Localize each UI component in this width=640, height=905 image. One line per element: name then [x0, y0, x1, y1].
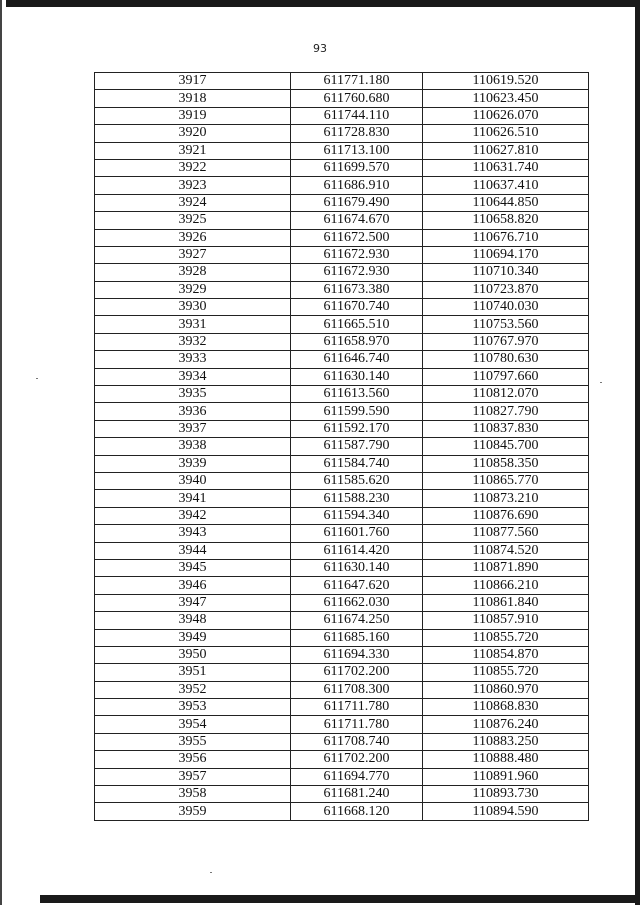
northing-cell: 110871.890 [423, 559, 589, 576]
scan-border-top [6, 0, 636, 7]
point-id-cell: 3934 [95, 368, 291, 385]
table-row [95, 142, 589, 159]
table-row [95, 577, 589, 594]
table-row [95, 264, 589, 281]
point-id-cell: 3940 [95, 472, 291, 489]
table-row [95, 194, 589, 211]
point-id-cell: 3922 [95, 159, 291, 176]
easting-cell: 611672.500 [291, 229, 423, 246]
easting-cell: 611601.760 [291, 525, 423, 542]
easting-cell: 611614.420 [291, 542, 423, 559]
point-id-cell: 3959 [95, 803, 291, 820]
easting-cell: 611702.200 [291, 751, 423, 768]
northing-cell: 110644.850 [423, 194, 589, 211]
northing-cell: 110866.210 [423, 577, 589, 594]
northing-cell: 110631.740 [423, 159, 589, 176]
northing-cell: 110753.560 [423, 316, 589, 333]
table-row [95, 803, 589, 820]
coordinates-table-body [95, 73, 589, 821]
easting-cell: 611685.160 [291, 629, 423, 646]
point-id-cell: 3950 [95, 646, 291, 663]
table-row [95, 177, 589, 194]
table-row [95, 368, 589, 385]
table-row [95, 299, 589, 316]
point-id-cell: 3931 [95, 316, 291, 333]
scan-speck [36, 378, 38, 379]
northing-cell: 110740.030 [423, 299, 589, 316]
northing-cell: 110827.790 [423, 403, 589, 420]
table-row [95, 316, 589, 333]
easting-cell: 611674.250 [291, 612, 423, 629]
easting-cell: 611713.100 [291, 142, 423, 159]
point-id-cell: 3939 [95, 455, 291, 472]
table-row [95, 159, 589, 176]
northing-cell: 110623.450 [423, 90, 589, 107]
easting-cell: 611699.570 [291, 159, 423, 176]
point-id-cell: 3924 [95, 194, 291, 211]
point-id-cell: 3929 [95, 281, 291, 298]
table-row [95, 107, 589, 124]
northing-cell: 110855.720 [423, 664, 589, 681]
point-id-cell: 3949 [95, 629, 291, 646]
northing-cell: 110855.720 [423, 629, 589, 646]
northing-cell: 110873.210 [423, 490, 589, 507]
northing-cell: 110694.170 [423, 246, 589, 263]
easting-cell: 611702.200 [291, 664, 423, 681]
table-row [95, 490, 589, 507]
table-row [95, 333, 589, 350]
scan-border-right [635, 0, 640, 905]
point-id-cell: 3954 [95, 716, 291, 733]
northing-cell: 110883.250 [423, 733, 589, 750]
table-row [95, 542, 589, 559]
point-id-cell: 3932 [95, 333, 291, 350]
point-id-cell: 3946 [95, 577, 291, 594]
northing-cell: 110876.240 [423, 716, 589, 733]
northing-cell: 110723.870 [423, 281, 589, 298]
northing-cell: 110658.820 [423, 212, 589, 229]
point-id-cell: 3942 [95, 507, 291, 524]
table-row [95, 125, 589, 142]
page-number: 93 [313, 42, 327, 55]
easting-cell: 611588.230 [291, 490, 423, 507]
table-row [95, 768, 589, 785]
point-id-cell: 3923 [95, 177, 291, 194]
point-id-cell: 3936 [95, 403, 291, 420]
table-row [95, 90, 589, 107]
table-row [95, 438, 589, 455]
easting-cell: 611694.330 [291, 646, 423, 663]
table-row [95, 629, 589, 646]
table-row [95, 246, 589, 263]
point-id-cell: 3921 [95, 142, 291, 159]
easting-cell: 611630.140 [291, 368, 423, 385]
easting-cell: 611662.030 [291, 594, 423, 611]
easting-cell: 611587.790 [291, 438, 423, 455]
point-id-cell: 3955 [95, 733, 291, 750]
easting-cell: 611646.740 [291, 351, 423, 368]
easting-cell: 611771.180 [291, 73, 423, 90]
table-row [95, 420, 589, 437]
table-row [95, 786, 589, 803]
easting-cell: 611694.770 [291, 768, 423, 785]
easting-cell: 611711.780 [291, 699, 423, 716]
point-id-cell: 3917 [95, 73, 291, 90]
table-row [95, 664, 589, 681]
easting-cell: 611584.740 [291, 455, 423, 472]
northing-cell: 110812.070 [423, 386, 589, 403]
point-id-cell: 3918 [95, 90, 291, 107]
table-row [95, 455, 589, 472]
point-id-cell: 3948 [95, 612, 291, 629]
easting-cell: 611679.490 [291, 194, 423, 211]
northing-cell: 110626.510 [423, 125, 589, 142]
point-id-cell: 3953 [95, 699, 291, 716]
table-row [95, 594, 589, 611]
point-id-cell: 3956 [95, 751, 291, 768]
northing-cell: 110637.410 [423, 177, 589, 194]
northing-cell: 110865.770 [423, 472, 589, 489]
scan-speck [210, 872, 212, 873]
easting-cell: 611708.300 [291, 681, 423, 698]
table-row [95, 351, 589, 368]
point-id-cell: 3937 [95, 420, 291, 437]
easting-cell: 611647.620 [291, 577, 423, 594]
easting-cell: 611673.380 [291, 281, 423, 298]
point-id-cell: 3947 [95, 594, 291, 611]
easting-cell: 611744.110 [291, 107, 423, 124]
scan-border-bottom [40, 895, 640, 903]
easting-cell: 611592.170 [291, 420, 423, 437]
coordinates-table [94, 72, 589, 821]
easting-cell: 611674.670 [291, 212, 423, 229]
northing-cell: 110767.970 [423, 333, 589, 350]
easting-cell: 611760.680 [291, 90, 423, 107]
easting-cell: 611672.930 [291, 246, 423, 263]
point-id-cell: 3945 [95, 559, 291, 576]
northing-cell: 110837.830 [423, 420, 589, 437]
northing-cell: 110857.910 [423, 612, 589, 629]
northing-cell: 110619.520 [423, 73, 589, 90]
easting-cell: 611711.780 [291, 716, 423, 733]
easting-cell: 611599.590 [291, 403, 423, 420]
easting-cell: 611665.510 [291, 316, 423, 333]
northing-cell: 110876.690 [423, 507, 589, 524]
point-id-cell: 3943 [95, 525, 291, 542]
northing-cell: 110858.350 [423, 455, 589, 472]
table-row [95, 646, 589, 663]
northing-cell: 110676.710 [423, 229, 589, 246]
table-row [95, 229, 589, 246]
table-row [95, 525, 589, 542]
northing-cell: 110891.960 [423, 768, 589, 785]
easting-cell: 611668.120 [291, 803, 423, 820]
northing-cell: 110874.520 [423, 542, 589, 559]
easting-cell: 611585.620 [291, 472, 423, 489]
northing-cell: 110854.870 [423, 646, 589, 663]
easting-cell: 611672.930 [291, 264, 423, 281]
scan-speck [600, 382, 602, 383]
table-row [95, 73, 589, 90]
northing-cell: 110888.480 [423, 751, 589, 768]
northing-cell: 110627.810 [423, 142, 589, 159]
table-row [95, 281, 589, 298]
point-id-cell: 3930 [95, 299, 291, 316]
easting-cell: 611681.240 [291, 786, 423, 803]
table-row [95, 403, 589, 420]
point-id-cell: 3928 [95, 264, 291, 281]
table-row [95, 507, 589, 524]
northing-cell: 110626.070 [423, 107, 589, 124]
easting-cell: 611630.140 [291, 559, 423, 576]
point-id-cell: 3957 [95, 768, 291, 785]
easting-cell: 611728.830 [291, 125, 423, 142]
northing-cell: 110797.660 [423, 368, 589, 385]
point-id-cell: 3925 [95, 212, 291, 229]
northing-cell: 110893.730 [423, 786, 589, 803]
northing-cell: 110860.970 [423, 681, 589, 698]
table-row [95, 699, 589, 716]
table-row [95, 681, 589, 698]
northing-cell: 110845.700 [423, 438, 589, 455]
northing-cell: 110877.560 [423, 525, 589, 542]
point-id-cell: 3938 [95, 438, 291, 455]
easting-cell: 611708.740 [291, 733, 423, 750]
point-id-cell: 3951 [95, 664, 291, 681]
northing-cell: 110894.590 [423, 803, 589, 820]
easting-cell: 611670.740 [291, 299, 423, 316]
point-id-cell: 3941 [95, 490, 291, 507]
easting-cell: 611686.910 [291, 177, 423, 194]
point-id-cell: 3935 [95, 386, 291, 403]
point-id-cell: 3927 [95, 246, 291, 263]
northing-cell: 110861.840 [423, 594, 589, 611]
point-id-cell: 3926 [95, 229, 291, 246]
easting-cell: 611613.560 [291, 386, 423, 403]
table-row [95, 386, 589, 403]
table-row [95, 472, 589, 489]
northing-cell: 110710.340 [423, 264, 589, 281]
point-id-cell: 3952 [95, 681, 291, 698]
northing-cell: 110780.630 [423, 351, 589, 368]
scan-border-left [0, 0, 2, 905]
point-id-cell: 3944 [95, 542, 291, 559]
table-row [95, 612, 589, 629]
table-row [95, 212, 589, 229]
northing-cell: 110868.830 [423, 699, 589, 716]
easting-cell: 611658.970 [291, 333, 423, 350]
easting-cell: 611594.340 [291, 507, 423, 524]
point-id-cell: 3933 [95, 351, 291, 368]
point-id-cell: 3920 [95, 125, 291, 142]
point-id-cell: 3958 [95, 786, 291, 803]
table-row [95, 751, 589, 768]
point-id-cell: 3919 [95, 107, 291, 124]
table-row [95, 716, 589, 733]
table-row [95, 559, 589, 576]
table-row [95, 733, 589, 750]
